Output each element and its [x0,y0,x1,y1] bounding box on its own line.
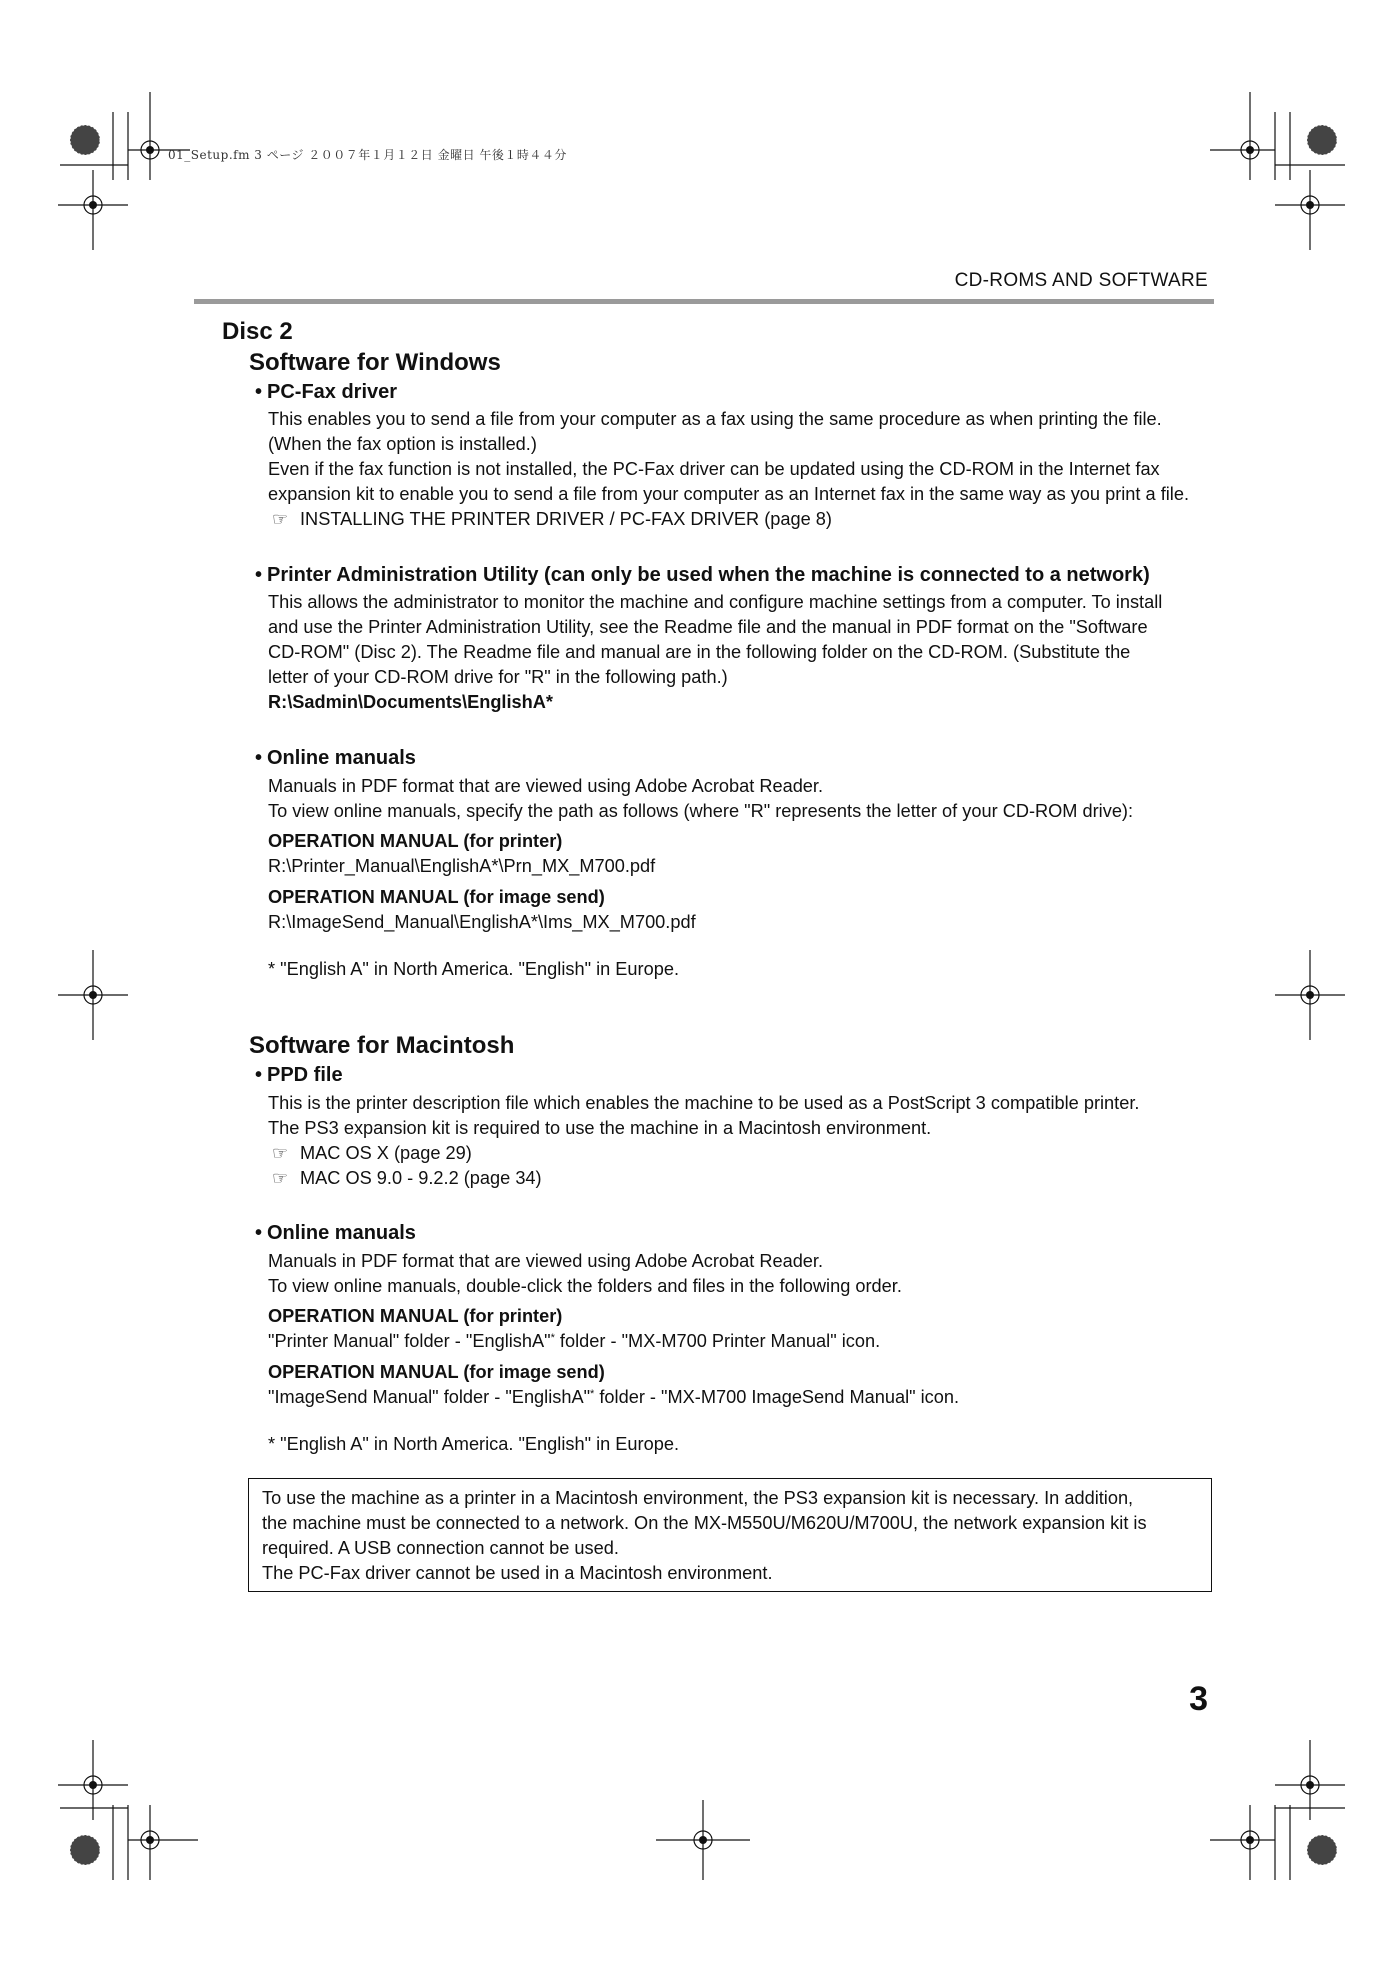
admin-bullet [255,564,1150,587]
win-footnote: * "English A" in North America. "English" in Europe. [268,959,679,979]
text-line: CD-ROM" (Disc 2). The Readme file and manual are in the following folder on the CD-ROM. (Substitute the [268,642,1131,662]
ppd-title: PPD file [267,1064,343,1086]
win-manuals-title: Online manuals [267,747,416,769]
win-printer-manual-path: R:\Printer_Manual\EnglishA*\Prn_MX_M700.pdf [268,856,656,876]
footnote-marker: * [590,1388,595,1400]
text-line: The PS3 expansion kit is required to use the machine in a Macintosh environment. [268,1118,932,1138]
text-line: and use the Printer Administration Utility, see the Readme file and the manual in PDF format on the "Software [268,617,1148,637]
reference-text: MAC OS X (page 29) [300,1143,472,1163]
text-line: To view online manuals, double-click the folders and files in the following order. [268,1276,902,1296]
admin-path: R:\Sadmin\Documents\EnglishA* [268,692,553,712]
pcfax-reference [272,507,832,532]
note-line: the machine must be connected to a network. On the MX-M550U/M620U/M700U, the network expansion kit is [262,1513,1147,1533]
ppd-reference-osx [272,1141,472,1166]
mac-printer-manual-heading: OPERATION MANUAL (for printer) [268,1306,563,1326]
path-part: folder - "MX-M700 Printer Manual" icon. [554,1331,881,1351]
header-rule [194,299,1214,304]
mac-section-title: Software for Macintosh [249,1032,515,1059]
win-send-manual-path: R:\ImageSend_Manual\EnglishA*\Ims_MX_M700.pdf [268,912,696,932]
mac-manuals-title: Online manuals [267,1222,416,1244]
section-label: CD-ROMS AND SOFTWARE [954,270,1208,291]
text-line: This is the printer description file which enables the machine to be used as a PostScript 3 compatible printer. [268,1093,1140,1113]
reference-icon: ☞ [272,509,289,529]
text-line: (When the fax option is installed.) [268,434,537,454]
text-line: Even if the fax function is not installed, the PC-Fax driver can be updated using the CD-ROM in the Internet fax [268,459,1160,479]
bullet-icon: • [255,747,263,769]
reference-icon: ☞ [272,1168,289,1188]
note-line: To use the machine as a printer in a Macintosh environment, the PS3 expansion kit is necessary. In addition, [262,1488,1134,1508]
text-line: expansion kit to enable you to send a file from your computer as an Internet fax in the same way as you print a file. [268,484,1189,504]
note-line: required. A USB connection cannot be used. [262,1538,619,1558]
text-line: Manuals in PDF format that are viewed using Adobe Acrobat Reader. [268,1251,824,1271]
path-part: "ImageSend Manual" folder - "EnglishA" [268,1387,591,1407]
text-line: This enables you to send a file from your computer as a fax using the same procedure as when printing the file. [268,409,1162,429]
mac-manuals-bullet [255,1222,416,1245]
page-number: 3 [1189,1680,1208,1718]
win-printer-manual-heading: OPERATION MANUAL (for printer) [268,831,563,851]
text-line: This allows the administrator to monitor the machine and configure machine settings from a computer. To install [268,592,1163,612]
mac-manuals-description [268,1249,902,1299]
pcfax-title: PC-Fax driver [267,381,398,403]
pcfax-description [268,407,1189,507]
windows-section-title: Software for Windows [249,349,501,376]
reference-text: MAC OS 9.0 - 9.2.2 (page 34) [300,1168,542,1188]
text-line: To view online manuals, specify the path as follows (where "R" represents the letter of your CD-ROM drive): [268,801,1134,821]
reference-text: INSTALLING THE PRINTER DRIVER / PC-FAX DRIVER (page 8) [300,509,832,529]
ppd-reference-os9 [272,1166,542,1191]
mac-send-manual-heading: OPERATION MANUAL (for image send) [268,1362,605,1382]
file-crop-header: 01_Setup.fm 3 ページ ２００７年１月１２日 金曜日 午後１時４４分 [168,148,567,162]
footnote-marker: * [550,1332,555,1344]
ppd-bullet [255,1064,343,1087]
text-line: letter of your CD-ROM drive for "R" in the following path.) [268,667,728,687]
note-line: The PC-Fax driver cannot be used in a Macintosh environment. [262,1563,773,1583]
mac-printer-manual-path [268,1329,880,1354]
admin-description [268,590,1162,690]
bullet-icon: • [255,564,263,586]
admin-title: Printer Administration Utility (can only be used when the machine is connected to a network) [267,564,1150,586]
note-box [248,1478,1212,1592]
path-part: "Printer Manual" folder - "EnglishA" [268,1331,551,1351]
mac-footnote: * "English A" in North America. "English" in Europe. [268,1434,679,1454]
bullet-icon: • [255,1064,263,1086]
pcfax-bullet [255,381,397,404]
win-send-manual-heading: OPERATION MANUAL (for image send) [268,887,605,907]
bullet-icon: • [255,1222,263,1244]
path-part: folder - "MX-M700 ImageSend Manual" icon. [594,1387,960,1407]
bullet-icon: • [255,381,263,403]
mac-send-manual-path [268,1385,959,1410]
win-manuals-bullet [255,747,416,770]
disc-title: Disc 2 [222,318,293,345]
reference-icon: ☞ [272,1143,289,1163]
win-manuals-description [268,774,1133,824]
text-line: Manuals in PDF format that are viewed using Adobe Acrobat Reader. [268,776,824,796]
ppd-description [268,1091,1139,1141]
